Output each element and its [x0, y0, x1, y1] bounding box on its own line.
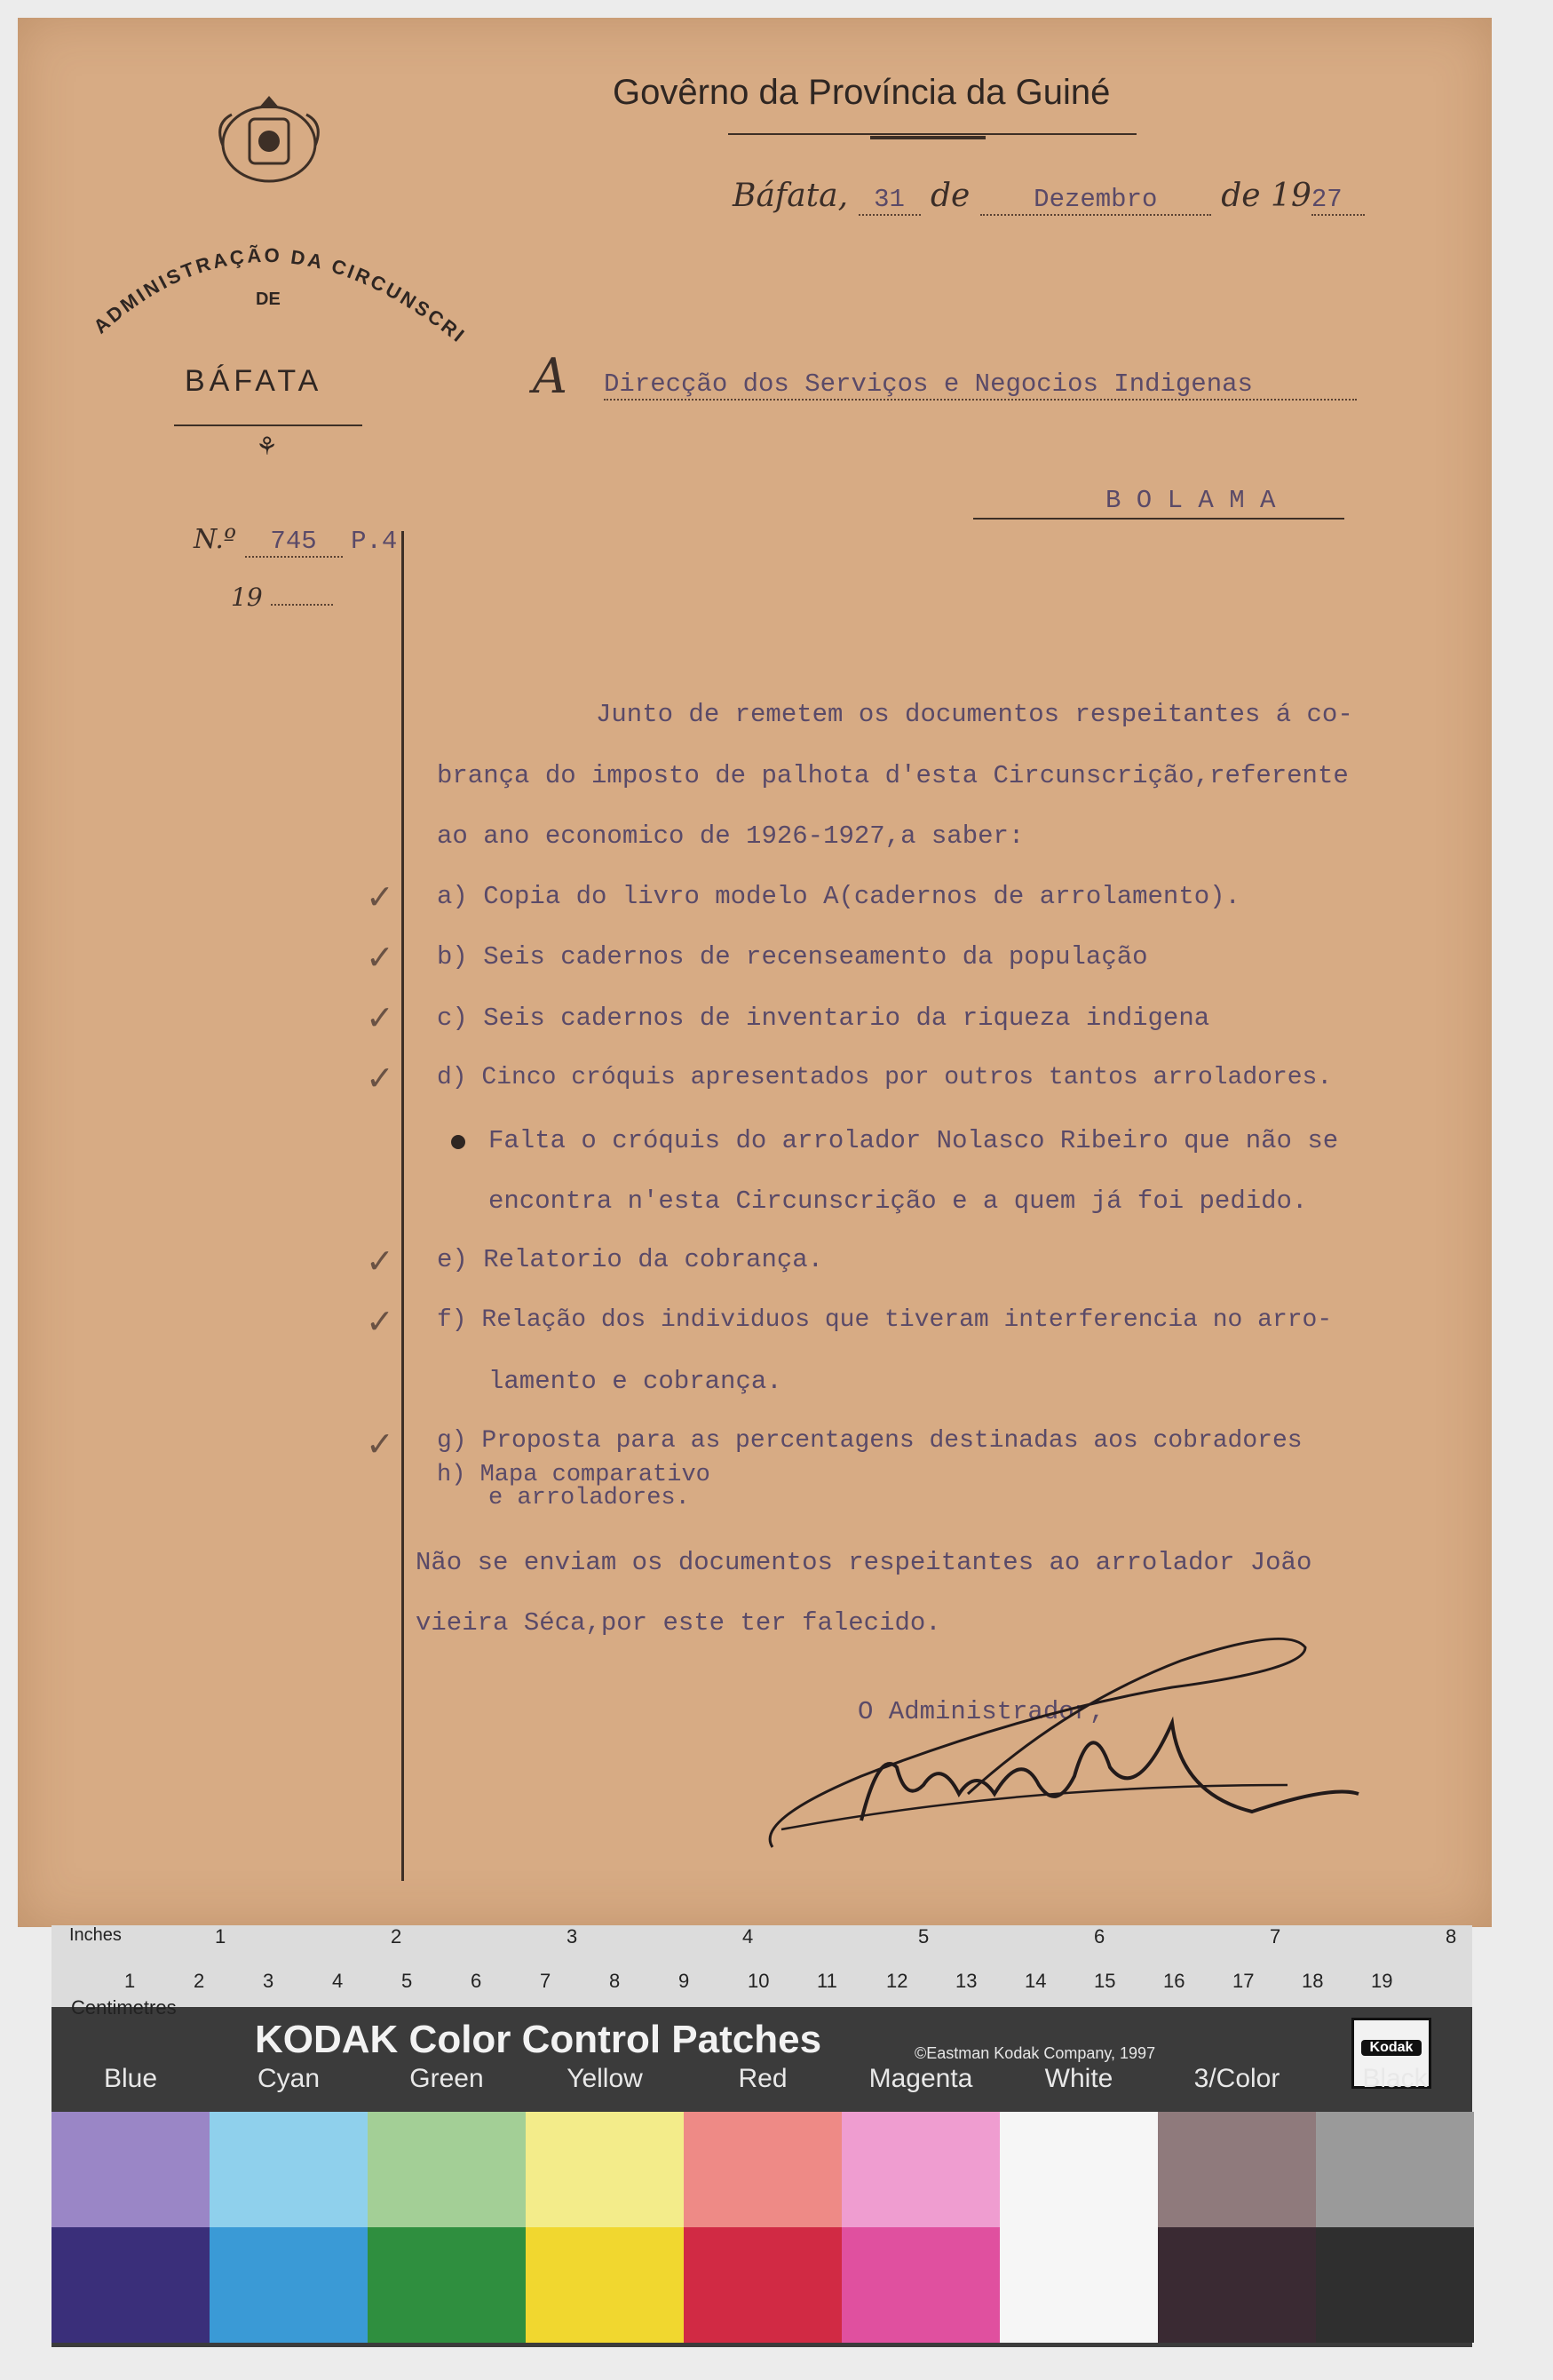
item-d: d) Cinco cróquis apresentados por outros tantos arroladores.: [437, 1064, 1333, 1091]
item-f-line-2: lamento e cobrança.: [488, 1367, 782, 1396]
cm-number: 13: [955, 1970, 978, 1992]
cm-number: 1: [124, 1970, 136, 1992]
color-patch-bottom: [1316, 2227, 1474, 2343]
dateline-de2: de 19: [1221, 178, 1311, 214]
body-line-1: Junto de remetem os documentos respeitantes á co-: [596, 700, 1353, 729]
cm-number: 6: [471, 1970, 482, 1992]
patch-label: Black: [1362, 2064, 1428, 2093]
cm-number: 19: [1371, 1970, 1393, 1992]
cm-number: 4: [332, 1970, 344, 1992]
inch-number: 8: [1446, 1925, 1457, 1948]
item-g-line-1: g) Proposta para as percentagens destinadas aos cobradores: [437, 1427, 1303, 1455]
patch-label: Yellow: [567, 2064, 643, 2093]
ref-number: 745: [245, 527, 343, 558]
cm-number: 15: [1094, 1970, 1116, 1992]
cm-number: 10: [748, 1970, 770, 1992]
patch-label: White: [1044, 2064, 1113, 2093]
administration-stamp: [71, 195, 479, 368]
cm-number: 9: [678, 1970, 690, 1992]
ref-year-label: 19: [231, 583, 263, 612]
note-line-1: Falta o cróquis do arrolador Nolasco Ribeiro que não se: [488, 1126, 1339, 1155]
dateline-place: Báfata,: [733, 178, 849, 214]
color-patch-top: [368, 2112, 526, 2227]
date-month: Dezembro: [980, 185, 1211, 216]
reference-year: [231, 583, 333, 612]
dateline: [733, 178, 1365, 216]
checkmark-e-icon: ✓: [366, 1242, 394, 1281]
coat-of-arms-icon: [210, 92, 329, 194]
color-patch-bottom: [684, 2227, 842, 2343]
color-patch-bottom: [368, 2227, 526, 2343]
checkmark-c-icon: ✓: [366, 998, 394, 1037]
cm-number: 12: [886, 1970, 908, 1992]
cm-number: 2: [194, 1970, 205, 1992]
color-patch-bottom: [842, 2227, 1000, 2343]
address-city: B O L A M A: [1105, 486, 1276, 515]
color-patch-top: [526, 2112, 684, 2227]
inch-number: 2: [391, 1925, 402, 1948]
date-day: 31: [859, 185, 921, 216]
stamp-place: BÁFATA: [185, 364, 323, 398]
cm-number: 8: [609, 1970, 621, 1992]
closing-line-1: Não se enviam os documentos respeitantes ao arrolador João: [416, 1548, 1312, 1577]
cm-number: 17: [1232, 1970, 1255, 1992]
body-line-3: ao ano economico de 1926-1927,a saber:: [437, 821, 1025, 851]
patch-label: 3/Color: [1193, 2064, 1280, 2093]
cm-number: 5: [401, 1970, 413, 1992]
color-patch-top: [210, 2112, 368, 2227]
kodak-logo-text: Kodak: [1361, 2040, 1422, 2056]
color-patch-bottom: [1000, 2227, 1158, 2343]
cm-number: 11: [817, 1970, 837, 1992]
item-f-line-1: f) Relação dos individuos que tiveram interferencia no arro-: [437, 1306, 1333, 1334]
body-line-2: brança do imposto de palhota d'esta Circunscrição,referente: [437, 761, 1349, 790]
color-patch-bottom: [210, 2227, 368, 2343]
patch-label: Blue: [103, 2064, 158, 2093]
inch-number: 7: [1270, 1925, 1281, 1948]
inches-label: Inches: [69, 1925, 122, 1945]
stamp-de: DE: [256, 290, 281, 309]
item-b: b) Seis cadernos de recenseamento da população: [437, 942, 1148, 972]
patch-label: Magenta: [868, 2064, 973, 2093]
patch-label: Green: [409, 2064, 484, 2093]
color-patch-top: [842, 2112, 1000, 2227]
cm-number: 14: [1025, 1970, 1047, 1992]
color-patch-top: [1316, 2112, 1474, 2227]
color-patch-top: [52, 2112, 210, 2227]
patch-label: Cyan: [257, 2064, 321, 2093]
signatory-title: O Administrador,: [858, 1697, 1105, 1726]
color-patch-top: [1000, 2112, 1158, 2227]
margin-rule: [401, 531, 404, 1881]
cm-number: 16: [1163, 1970, 1185, 1992]
inch-number: 5: [918, 1925, 930, 1948]
date-year: 27: [1311, 185, 1365, 216]
checkmark-f-icon: ✓: [366, 1302, 394, 1341]
fleuron-icon: ⚘: [256, 432, 279, 461]
inch-number: 3: [567, 1925, 578, 1948]
closing-line-2: vieira Séca,por este ter falecido.: [416, 1608, 941, 1638]
item-h: h) Mapa comparativo: [437, 1462, 710, 1488]
color-patch-bottom: [526, 2227, 684, 2343]
inch-number: 6: [1094, 1925, 1105, 1948]
cm-number: 7: [540, 1970, 551, 1992]
svg-text:ADMINISTRAÇÃO DA CIRCUNSCRIÇÃO: [71, 195, 471, 348]
item-c: c) Seis cadernos de inventario da riqueza indigena: [437, 1004, 1210, 1033]
title-rule-thick: [870, 136, 986, 139]
stamp-arc-text: ADMINISTRAÇÃO DA CIRCUNSCRI: [89, 243, 471, 348]
city-rule: [973, 518, 1344, 520]
item-e: e) Relatorio da cobrança.: [437, 1245, 824, 1274]
inch-number: 1: [215, 1925, 226, 1948]
inch-number: 4: [742, 1925, 754, 1948]
checkmark-b-icon: ✓: [366, 938, 394, 977]
cm-number: 18: [1302, 1970, 1324, 1992]
bullet-icon: [451, 1135, 465, 1149]
color-patch-top: [1158, 2112, 1316, 2227]
item-a: a) Copia do livro modelo A(cadernos de arrolamento).: [437, 882, 1240, 911]
ref-no-label: N.º: [194, 524, 236, 555]
government-title: Govêrno da Província da Guiné: [613, 73, 1111, 112]
stamp-rule: [174, 424, 362, 426]
addressee: Direcção dos Serviços e Negocios Indigenas: [604, 369, 1357, 401]
checkmark-d-icon: ✓: [366, 1059, 394, 1098]
dateline-de1: de: [930, 178, 971, 214]
ref-section: P.4: [351, 527, 398, 556]
color-patch-top: [684, 2112, 842, 2227]
title-rule: [728, 133, 1137, 135]
checkmark-a-icon: ✓: [366, 877, 394, 916]
color-patch-bottom: [52, 2227, 210, 2343]
checkmark-g-icon: ✓: [366, 1424, 394, 1464]
patch-label: Red: [738, 2064, 788, 2093]
color-patch-bottom: [1158, 2227, 1316, 2343]
cm-number: 3: [263, 1970, 274, 1992]
address-prefix: A: [533, 348, 567, 404]
ruler: [52, 1925, 1472, 2007]
item-g-line-2: e arroladores.: [488, 1485, 690, 1511]
reference-number: [194, 524, 397, 558]
kodak-title: KODAK Color Control Patches: [255, 2018, 822, 2061]
handwritten-signature: [755, 1607, 1376, 1868]
kodak-copyright: ©Eastman Kodak Company, 1997: [915, 2044, 1156, 2062]
centimetres-label: Centimetres: [71, 1996, 177, 2019]
note-line-2: encontra n'esta Circunscrição e a quem já foi pedido.: [488, 1186, 1308, 1216]
